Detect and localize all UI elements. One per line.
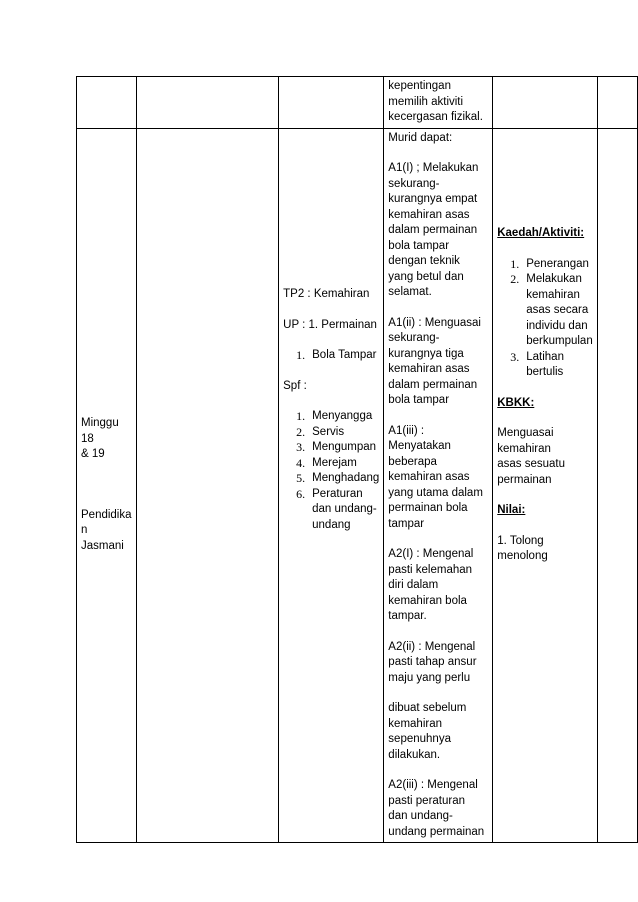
objective-line: bola tampar [388, 394, 450, 406]
text-line: kepentingan [388, 80, 451, 92]
list-item [283, 440, 379, 456]
nilai-text: 1. Tolong menolong [497, 534, 548, 562]
objective-line: dengan teknik [388, 255, 460, 267]
text-line: asas sesuatu [497, 458, 565, 470]
objective-line: pasti peraturan [388, 794, 466, 807]
list-item [283, 471, 379, 487]
objective-line: kemahiran asas [388, 363, 470, 375]
objective-line: yang betul dan [388, 270, 464, 283]
list-item [283, 348, 379, 364]
text-line: permainan [497, 473, 552, 486]
list-number: 6. [296, 486, 306, 501]
list-text: Peraturan dan undang-undang [312, 487, 377, 531]
cell-activities-empty [493, 77, 597, 129]
objective-line: tampar. [388, 610, 427, 622]
objective-line: dalam permainan [388, 224, 478, 236]
list-number: 4. [296, 455, 306, 470]
list-text: Menyangga [312, 410, 373, 423]
cell-learning-standard-empty [279, 77, 384, 129]
list-number: 3. [510, 349, 520, 364]
cell-notes-empty [597, 77, 637, 129]
objective-line: A1(I) ; Melakukan [388, 162, 479, 174]
objective-line: sekurang- [388, 177, 440, 190]
objective-line: pasti tahap ansur [388, 656, 477, 668]
text-line: n Jasmani [81, 524, 124, 552]
objective-line: A2(ii) : Mengenal [388, 640, 476, 653]
list-text: Menghadang [312, 472, 380, 485]
cell-week-empty [77, 77, 137, 129]
list-number: 1. [296, 348, 306, 363]
text-line: Minggu 18 [81, 417, 119, 445]
list-item [497, 272, 592, 350]
objective-line: diri dalam [388, 579, 439, 591]
objective-line: dilakukan. [388, 748, 441, 761]
up-label: UP : 1. Permainan [283, 318, 377, 331]
nilai-heading: Nilai: [497, 504, 526, 516]
objective-line: yang utama dalam [388, 486, 483, 499]
objective-line: kurangnya empat [388, 193, 478, 205]
list-number: 1. [296, 409, 306, 424]
objective-line: A2(iii) : Mengenal [388, 779, 478, 791]
list-number: 3. [296, 440, 306, 455]
objective-line: kemahiran asas [388, 208, 470, 221]
objective-line: permainan bola [388, 502, 468, 514]
objective-line: kurangnya tiga [388, 347, 464, 360]
list-text: Merejam [312, 456, 357, 469]
objective-line: dan undang- [388, 810, 453, 822]
objective-intro: Murid dapat: [388, 131, 453, 144]
objective-line: dalam permainan [388, 378, 478, 391]
cell-week [77, 128, 137, 843]
kaedah-heading: Kaedah/Aktiviti: [497, 227, 585, 239]
table-row-continuation [77, 77, 638, 129]
objective-line: selamat. [388, 286, 432, 298]
cell-content-standard [279, 128, 384, 843]
subject-label [81, 508, 132, 555]
text-line: Pendidika [81, 508, 132, 521]
kaedah-list [497, 257, 592, 381]
list-text: Penerangan [526, 257, 589, 270]
cell-content-empty [136, 77, 279, 129]
objective-line: maju yang perlu [388, 671, 471, 684]
list-number: 2. [296, 424, 306, 439]
lesson-plan-table [76, 76, 638, 843]
tp-label: TP2 : Kemahiran [283, 288, 370, 301]
objective-line: kemahiran [388, 717, 442, 730]
spf-label: Spf : [283, 379, 307, 392]
objective-line: A1(iii) : [388, 424, 425, 437]
objective-line: Menyatakan [388, 440, 451, 452]
objective-line: bola tampar [388, 239, 450, 252]
objective-line: A1(ii) : Menguasai [388, 316, 481, 329]
objective-line: pasti kelemahan [388, 563, 473, 576]
objective-line: tampar [388, 517, 425, 530]
kbkk-text [497, 426, 592, 488]
objective-line: undang permainan [388, 825, 485, 838]
list-text: Melakukan kemahiran asas secara individu dan berkumpulan [526, 273, 593, 347]
text-line: kecergasan fizikal. [388, 111, 483, 123]
list-item [283, 409, 379, 425]
up-list [283, 348, 379, 364]
cell-objectives-continuation [384, 77, 493, 129]
objective-line: kemahiran asas [388, 471, 470, 483]
table-row-main [77, 128, 638, 843]
cell-notes [597, 128, 637, 843]
list-item [497, 257, 592, 273]
list-number: 2. [510, 272, 520, 286]
objective-line: dibuat sebelum [388, 702, 467, 714]
kbkk-heading: KBKK: [497, 396, 535, 409]
list-number: 5. [296, 471, 306, 486]
list-item [497, 350, 592, 381]
list-item [283, 487, 379, 534]
objective-line: kemahiran bola [388, 594, 467, 607]
spf-list [283, 409, 379, 533]
text-line: Menguasai kemahiran [497, 427, 554, 455]
list-text: Mengumpan [312, 441, 377, 454]
list-item [283, 456, 379, 472]
list-text: Servis [312, 425, 345, 438]
text-line: memilih aktiviti [388, 95, 464, 108]
week-label [81, 416, 132, 463]
list-text: Bola Tampar [312, 349, 377, 362]
objective-line: beberapa [388, 455, 437, 468]
list-text: Latihan bertulis [526, 350, 564, 378]
cell-empty-second [136, 128, 279, 843]
objective-line: sepenuhnya [388, 733, 451, 745]
cell-objectives [384, 128, 493, 843]
cell-activities [493, 128, 597, 843]
list-item [283, 425, 379, 441]
text-line: & 19 [81, 448, 105, 461]
list-number: 1. [510, 256, 520, 271]
objective-line: sekurang- [388, 332, 440, 344]
objective-line: A2(I) : Mengenal [388, 548, 474, 560]
